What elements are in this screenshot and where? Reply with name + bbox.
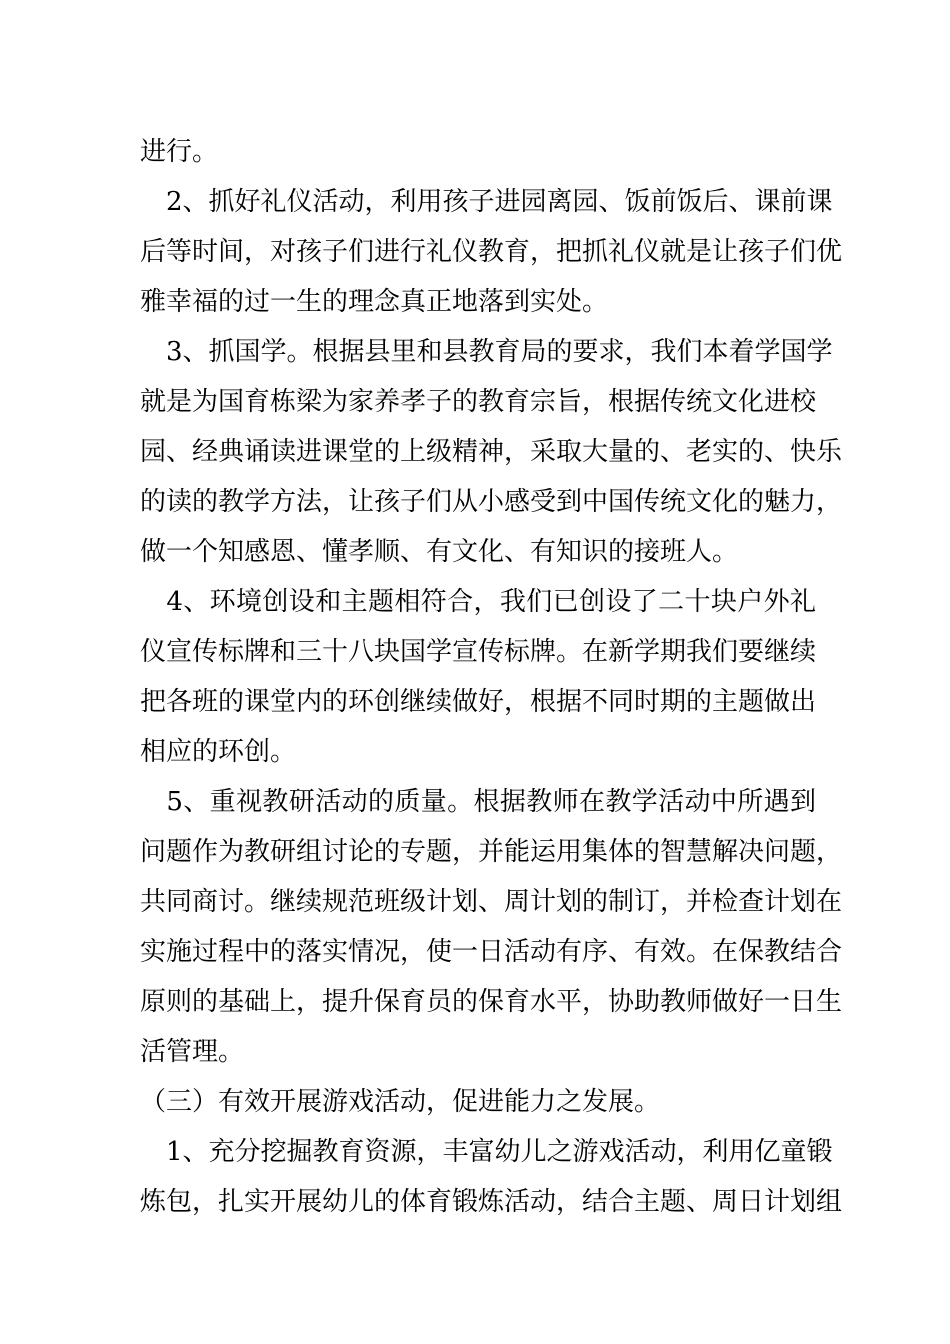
text-line: 仪宣传标牌和三十八块国学宣传标牌。在新学期我们要继续 bbox=[140, 637, 817, 667]
text-line: 相应的环创。 bbox=[140, 737, 297, 767]
text-line: 活管理。 bbox=[140, 1037, 245, 1067]
text-line: 4、环境创设和主题相符合，我们已创设了二十块户外礼 bbox=[140, 587, 816, 617]
text-line: 5、重视教研活动的质量。根据教师在教学活动中所遇到 bbox=[140, 787, 816, 817]
text-line: 3、抓国学。根据县里和县教育局的要求，我们本着学国学 bbox=[140, 337, 833, 367]
section-heading: （三）有效开展游戏活动，促进能力之发展。 bbox=[140, 1087, 661, 1117]
text-line: 做一个知感恩、懂孝顺、有文化、有知识的接班人。 bbox=[140, 537, 739, 567]
text-line: 雅幸福的过一生的理念真正地落到实处。 bbox=[140, 287, 609, 317]
text-line: 的读的教学方法，让孩子们从小感受到中国传统文化的魅力， bbox=[140, 487, 843, 517]
text-line: 1、充分挖掘教育资源，丰富幼儿之游戏活动，利用亿童锻 bbox=[166, 1137, 833, 1167]
text-line: 原则的基础上，提升保育员的保育水平，协助教师做好一日生 bbox=[140, 987, 843, 1017]
text-line: 共同商讨。继续规范班级计划、周计划的制订，并检查计划在 bbox=[140, 887, 843, 917]
text-line: 实施过程中的落实情况，使一日活动有序、有效。在保教结合 bbox=[140, 937, 843, 967]
text-line: 园、经典诵读进课堂的上级精神，采取大量的、老实的、快乐 bbox=[140, 437, 843, 467]
text-line: 进行。 bbox=[140, 137, 219, 167]
text-line: 2、抓好礼仪活动，利用孩子进园离园、饭前饭后、课前课 bbox=[140, 187, 833, 217]
text-line: 把各班的课堂内的环创继续做好，根据不同时期的主题做出 bbox=[140, 687, 817, 717]
text-line: 问题作为教研组讨论的专题，并能运用集体的智慧解决问题， bbox=[140, 837, 843, 867]
text-line: 炼包，扎实开展幼儿的体育锻炼活动，结合主题、周日计划组 bbox=[140, 1187, 843, 1217]
text-line: 后等时间，对孩子们进行礼仪教育，把抓礼仪就是让孩子们优 bbox=[140, 237, 843, 267]
text-line: 就是为国育栋梁为家养孝子的教育宗旨，根据传统文化进校 bbox=[140, 387, 817, 417]
